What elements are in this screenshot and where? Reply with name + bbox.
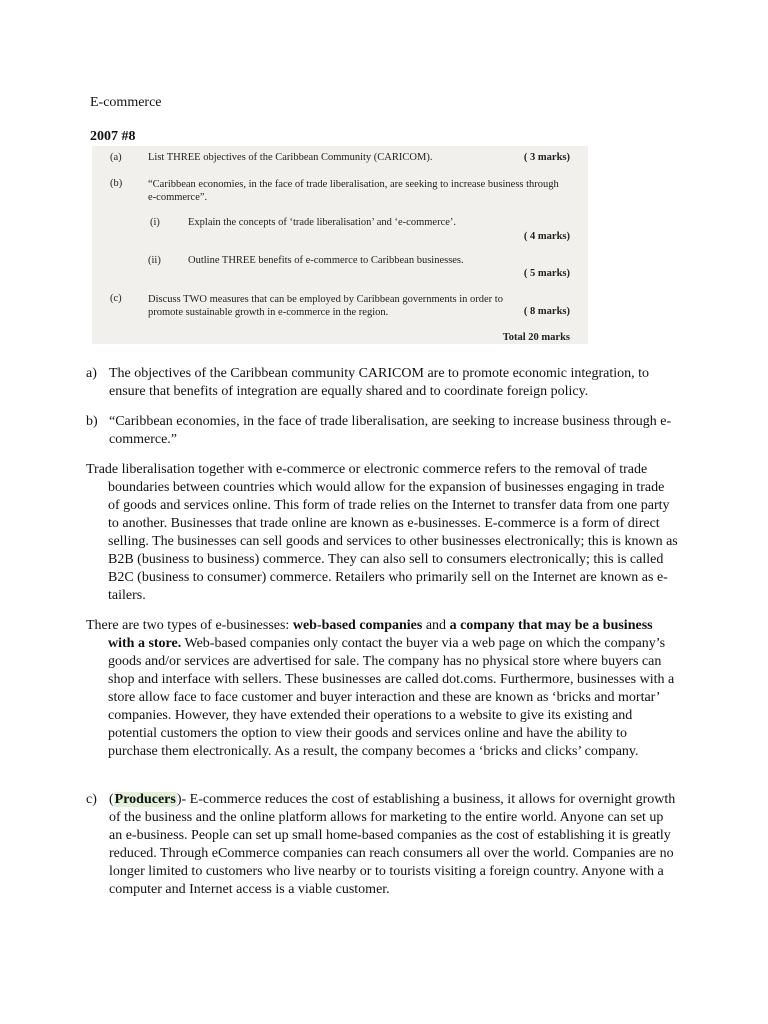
paragraph-types-text [86,617,678,761]
question-b2-label: (ii) [148,255,161,266]
answer-b-label: b) [86,414,98,429]
question-b-text: “Caribbean economies, in the face of trade liberalisation, are seeking to increase business through e-commerce”. [148,179,559,203]
term-business-with-store: a company that may be a business with a store. [108,618,653,651]
para2-start: There are two types of e-businesses: [86,618,293,633]
answer-a-label: a) [86,366,97,381]
question-c-label: (c) [110,293,122,304]
answer-a [86,365,678,401]
question-b1-marks: ( 4 marks) [523,231,570,242]
para2-rest: Web-based companies only contact the buyer via a web page on which the company’s goods and/or services are advertised for sale. The company has no physical store where buyers can shop and interface with sellers. These businesses are called dot.coms. Furthermore, businesses with a store allow face to face customer and buyer interaction and these are known as ‘bricks and mortar’ companies. However, they have extended their operations to a website to give its existing and potential customers the option to view their goods and services online and have the ability to purchase them electronically. As a result, the company becomes a ‘bricks and clicks’ company. [108,636,675,759]
paragraph-trade-liberalisation [86,461,678,605]
para2-and: and [422,618,450,633]
question-c-text: Discuss TWO measures that can be employed by Caribbean governments in order to promote sustainable growth in e-commerce in the region. [148,294,503,318]
answer-b-text: “Caribbean economies, in the face of trade liberalisation, are seeking to increase business through e-commerce.” [109,414,672,447]
question-b2-marks: ( 5 marks) [523,268,570,279]
producers-highlight: Producers [114,792,176,807]
answer-c-label: c) [86,792,97,807]
total-marks: Total 20 marks [502,332,570,343]
question-b1-label: (i) [150,217,160,228]
exam-question-image [92,146,588,344]
question-b1-text: Explain the concepts of ‘trade liberalisation’ and ‘e-commerce’. [188,217,457,228]
question-c-marks: ( 8 marks) [523,306,570,317]
question-a-label: (a) [110,152,122,163]
answer-b [86,413,678,449]
question-a-marks: ( 3 marks) [523,152,570,163]
answer-c-body: )- E-commerce reduces the cost of establishing a business, it allows for overnight growth of the business and the online platform allows for marketing to the entire world. Anyone can set up an e-business. People can set up small home-based companies as the cost of establishing it is greatly reduced. Through eCommerce companies can reach consumers all over the world. Companies are no longer limited to customers who live nearby or to tourists visiting a foreign country. Anyone with a computer and Internet access is a viable customer. [109,792,676,897]
answer-c-open-paren: ( [109,792,114,807]
answer-a-text: The objectives of the Caribbean community CARICOM are to promote economic integration, to ensure that benefits of integration are equally shared and to coordinate foreign policy. [109,366,650,399]
term-web-based-companies: web-based companies [292,618,423,633]
topic-heading: E-commerce [90,95,162,110]
question-b-label: (b) [110,178,123,189]
answer-c [86,791,678,899]
answer-c-text [109,791,678,899]
question-b2-text: Outline THREE benefits of e-commerce to Caribbean businesses. [188,255,464,266]
question-a-text: List THREE objectives of the Caribbean Community (CARICOM). [148,152,433,163]
paragraph-types-of-ebusiness [86,617,678,761]
question-year-heading: 2007 #8 [90,129,136,144]
paragraph-trade-liberalisation-text: Trade liberalisation together with e-commerce or electronic commerce refers to the removal of trade boundaries between countries which would allow for the expansion of businesses engaging in trade of goods and services online. This form of trade relies on the Internet to transfer data from one party to another. Businesses that trade online are known as e-businesses. E-commerce is a form of direct selling. The businesses can sell goods and services to other businesses electronically; this is known as B2B (business to business) commerce. They can also sell to consumers electronically; this is called B2C (business to consumer) commerce. Retailers who primarily sell on the Internet are known as e-tailers. [86,462,678,603]
